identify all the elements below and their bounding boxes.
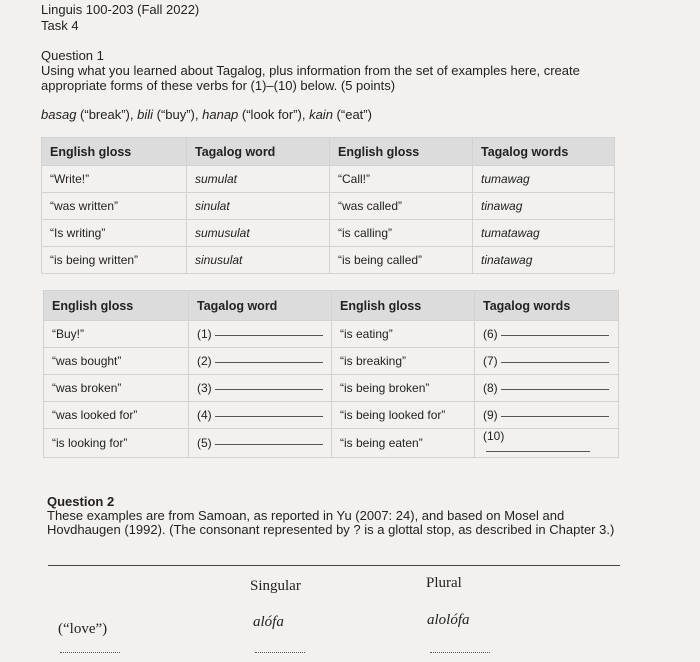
item-number: (5) [197,436,212,450]
column-header: Tagalog word [189,291,332,321]
tagalog-word: sumulat [187,166,330,193]
tagalog-word: sumusulat [187,220,330,247]
column-header: English gloss [330,138,473,166]
verb-gloss: (“eat”) [332,107,372,122]
question-1-instructions: Using what you learned about Tagalog, plus information from the set of examples here, create appropriate forms of these verbs for (1)–(10) below. (5 points) [41,63,580,93]
answer-blank[interactable] [501,361,609,363]
english-gloss: “was called” [330,193,473,220]
example-table [41,137,615,274]
cropped-text-fragment [60,652,120,656]
tagalog-word: tinawag [473,193,615,220]
answer-cell[interactable] [189,375,332,402]
table-row [44,402,619,429]
samoan-gloss: (“love”) [58,621,108,637]
question-2-text: These examples are from Samoan, as reported in Yu (2007: 24), and based on Mosel and Hovdhaugen (1992). (The consonant represented by ? is a glottal stop, as described in Chapter 3.) [47,508,615,537]
english-gloss: “is looking for” [44,429,189,458]
answer-cell[interactable] [189,402,332,429]
exercise-table [43,290,619,458]
question-1-title: Question 1 [41,48,104,63]
verb-word: kain [309,107,333,122]
answer-cell[interactable] [189,429,332,458]
item-number: (7) [483,354,498,368]
english-gloss: “is breaking” [332,348,475,375]
answer-blank[interactable] [215,388,323,390]
question-1 [41,48,631,93]
document-header [41,2,199,34]
plural-form: alolófa [427,612,470,628]
answer-blank[interactable] [215,334,323,336]
verb-gloss: (“break”), [76,107,138,122]
verb-word: hanap [202,107,239,122]
tagalog-word: sinulat [187,193,330,220]
question-2-title: Question 2 [47,494,115,509]
table-row [44,375,619,402]
verb-gloss: (“look for”), [238,107,310,122]
verb-word: bili [137,107,153,122]
task-label: Task 4 [41,18,79,33]
answer-blank[interactable] [215,443,323,445]
course-title: Linguis 100-203 (Fall 2022) [41,2,200,17]
column-header: English gloss [44,291,189,321]
verb-gloss: (“buy”), [153,107,203,122]
item-number: (8) [483,381,498,395]
item-number: (4) [197,408,212,422]
table-row [44,348,619,375]
english-gloss: “is being written” [42,247,187,274]
answer-cell[interactable] [475,321,619,348]
column-header: English gloss [332,291,475,321]
answer-cell[interactable] [189,321,332,348]
answer-cell[interactable] [475,348,619,375]
item-number: (3) [197,381,212,395]
plural-header: Plural [426,575,462,591]
table-header-row [42,138,615,166]
question-2 [47,495,627,537]
answer-cell[interactable] [189,348,332,375]
english-gloss: “is being eaten” [332,429,475,458]
answer-blank[interactable] [215,361,323,363]
verb-list [41,107,372,122]
answer-blank[interactable] [501,388,609,390]
table-row [42,193,615,220]
tagalog-word: tinatawag [473,247,615,274]
answer-cell[interactable] [475,429,619,458]
verb-word: basag [41,107,77,122]
divider [48,565,620,566]
singular-header: Singular [250,578,301,594]
answer-blank[interactable] [486,450,590,452]
item-number: (1) [197,327,212,341]
item-number: (6) [483,327,498,341]
answer-cell[interactable] [475,375,619,402]
singular-form: alófa [253,614,284,630]
english-gloss: “is being called” [330,247,473,274]
tagalog-word: tumatawag [473,220,615,247]
cropped-text-fragment [255,652,305,656]
column-header: English gloss [42,138,187,166]
answer-blank[interactable] [501,415,609,417]
table-row [44,321,619,348]
english-gloss: “is being looked for” [332,402,475,429]
table-row [42,220,615,247]
table-header-row [44,291,619,321]
table-row [42,247,615,274]
cropped-text-fragment [430,652,490,656]
column-header: Tagalog word [187,138,330,166]
english-gloss: “Call!” [330,166,473,193]
english-gloss: “Is writing” [42,220,187,247]
english-gloss: “Write!” [42,166,187,193]
english-gloss: “is eating” [332,321,475,348]
table-row [44,429,619,458]
item-number: (10) [483,429,505,443]
english-gloss: “Buy!” [44,321,189,348]
english-gloss: “was written” [42,193,187,220]
tagalog-word: sinusulat [187,247,330,274]
answer-cell[interactable] [475,402,619,429]
english-gloss: “was bought” [44,348,189,375]
tagalog-word: tumawag [473,166,615,193]
item-number: (9) [483,408,498,422]
item-number: (2) [197,354,212,368]
column-header: Tagalog words [475,291,619,321]
english-gloss: “is being broken” [332,375,475,402]
answer-blank[interactable] [501,334,609,336]
column-header: Tagalog words [473,138,615,166]
answer-blank[interactable] [215,415,323,417]
english-gloss: “was broken” [44,375,189,402]
english-gloss: “is calling” [330,220,473,247]
table-row [42,166,615,193]
english-gloss: “was looked for” [44,402,189,429]
